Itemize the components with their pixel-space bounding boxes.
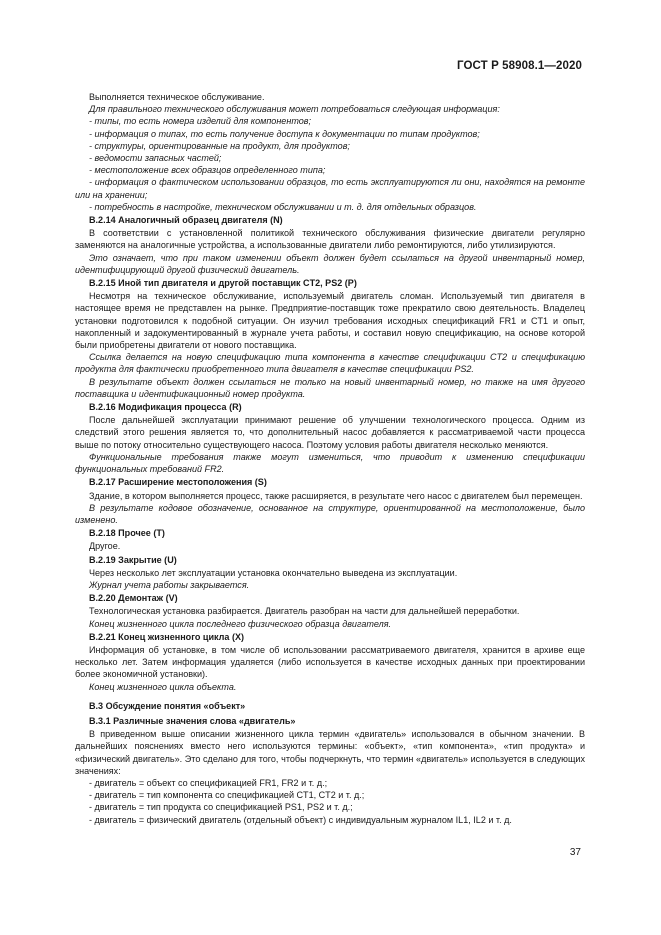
- paragraph-note: В результате объект должен ссылаться не только на новый инвентарный номер, но также на имя другого поставщика и идентификационный номер продукта.: [75, 376, 585, 399]
- list-item: - ведомости запасных частей;: [89, 153, 222, 164]
- paragraph-note: Ссылка делается на новую спецификацию типа компонента в качестве спецификации CT2 и спецификацию продукта для фактически приобретенного типа двигателя в качестве спецификации PS2.: [75, 352, 585, 375]
- section-heading-b214: B.2.14 Аналогичный образец двигателя (N): [89, 215, 283, 226]
- paragraph: Здание, в котором выполняется процесс, также расширяется, в результате чего насос с двигателем был перемещен.: [89, 490, 583, 501]
- paragraph-note: Для правильного технического обслуживания может потребоваться следующая информация:: [89, 104, 500, 115]
- paragraph: После дальнейшей эксплуатации принимают решение об улучшении технологического процесса. Одним из следствий этого решения является то, что дополнительный насос добавляется к рассматриваемой части процесса выше по потоку относительно существующего насоса. Поэтому условия работы двигателя несколько меняются.: [75, 415, 585, 450]
- list-item: - типы, то есть номера изделий для компонентов;: [89, 116, 312, 127]
- section-heading-b215: B.2.15 Иной тип двигателя и другой поставщик CT2, PS2 (P): [89, 278, 357, 289]
- paragraph: Другое.: [89, 541, 121, 552]
- list-item: - двигатель = объект со спецификацией FR1, FR2 и т. д.;: [89, 777, 328, 788]
- paragraph: Выполняется техническое обслуживание.: [89, 92, 265, 102]
- paragraph-note: Это означает, что при таком изменении объект должен будет ссылаться на другой инвентарный номер, идентифицирующий другой физический двигатель.: [75, 252, 585, 275]
- paragraph-note: Функциональные требования также могут измениться, что приводит к изменению спецификации функциональных требований FR2.: [75, 451, 585, 475]
- section-heading-b217: B.2.17 Расширение местоположения (S): [89, 477, 267, 488]
- paragraph: Информация об установке, в том числе об использовании рассматриваемого двигателя, хранится в архиве еще несколько лет. Затем информация удаляется (либо используется в качестве исходных данных при проектировании более экономичной установки).: [75, 644, 585, 680]
- paragraph-note: Конец жизненного цикла объекта.: [89, 681, 237, 692]
- section-heading-b218: B.2.18 Прочее (T): [89, 528, 165, 539]
- list-item: - двигатель = физический двигатель (отдельный объект) с индивидуальным журналом IL1, IL2 и т. д.: [89, 814, 512, 825]
- page-number: 37: [569, 847, 581, 858]
- paragraph-note: Журнал учета работы закрывается.: [89, 579, 250, 590]
- paragraph: В приведенном выше описании жизненного цикла термин «двигатель» использовался в обычном значении. В дальнейших пояснениях вместо него используются термины: «объект», «тип компонента», «тип продукта» и «физический двигатель». Это сделано для того, чтобы подчеркнуть, что термин «двигатель» используется в следующих значениях:: [75, 729, 585, 776]
- info-list: [75, 115, 585, 213]
- list-item: - местоположение всех образцов определенного типа;: [89, 165, 326, 176]
- list-item: - информация о фактическом использовании образцов, то есть эксплуатируются ли они, находятся на ремонте или на хранении;: [75, 177, 585, 200]
- paragraph-note: В результате кодовое обозначение, основанное на структуре, ориентированной на местоположение, было изменено.: [75, 502, 585, 525]
- section-heading-b31: B.3.1 Различные значения слова «двигатель»: [89, 715, 296, 726]
- paragraph-note: Конец жизненного цикла последнего физического образца двигателя.: [89, 618, 392, 629]
- list-item: - потребность в настройке, техническом обслуживании и т. д. для отдельных образцов.: [89, 201, 477, 212]
- section-heading-b219: B.2.19 Закрытие (U): [89, 554, 177, 565]
- section-heading-b220: B.2.20 Демонтаж (V): [89, 593, 178, 604]
- list-item: - двигатель = тип продукта со спецификацией PS1, PS2 и т. д.;: [89, 802, 353, 813]
- paragraph: Технологическая установка разбирается. Двигатель разобран на части для дальнейшей переработки.: [89, 606, 520, 617]
- page-body: [75, 91, 585, 826]
- section-heading-b216: B.2.16 Модификация процесса (R): [89, 402, 242, 413]
- section-heading-b3: B.3 Обсуждение понятия «объект»: [89, 700, 246, 711]
- paragraph: В соответствии с установленной политикой технического обслуживания физические двигатели регулярно заменяются на аналогичные устройства, а использованные двигатели либо ремонтируются, либо утилизируются.: [75, 228, 585, 251]
- paragraph: Через несколько лет эксплуатации установка окончательно выведена из эксплуатации.: [89, 567, 458, 578]
- paragraph: Несмотря на техническое обслуживание, используемый двигатель сломан. Используемый тип двигателя в настоящее время не представлен на рынке. Предприятие-поставщик тоже прекратило свою деятельность. Владелец установки подготовился к подобной ситуации. Он изучил требования исходных спецификаций FR1 и CT1 и опыт, накопленный и задокументированный в журнале учета работы, и составил новую спецификацию, на основе которой были приобретены двигатели от нового поставщика.: [75, 291, 585, 351]
- section-heading-b221: B.2.21 Конец жизненного цикла (X): [89, 631, 245, 642]
- list-item: - двигатель = тип компонента со спецификацией CT1, CT2 и т. д.;: [89, 790, 365, 801]
- document-code: ГОСТ Р 58908.1—2020: [457, 60, 582, 72]
- list-item: - структуры, ориентированные на продукт, для продуктов;: [89, 140, 350, 151]
- meaning-list: [75, 777, 585, 826]
- list-item: - информация о типах, то есть получение доступа к документации по типам продуктов;: [89, 128, 480, 139]
